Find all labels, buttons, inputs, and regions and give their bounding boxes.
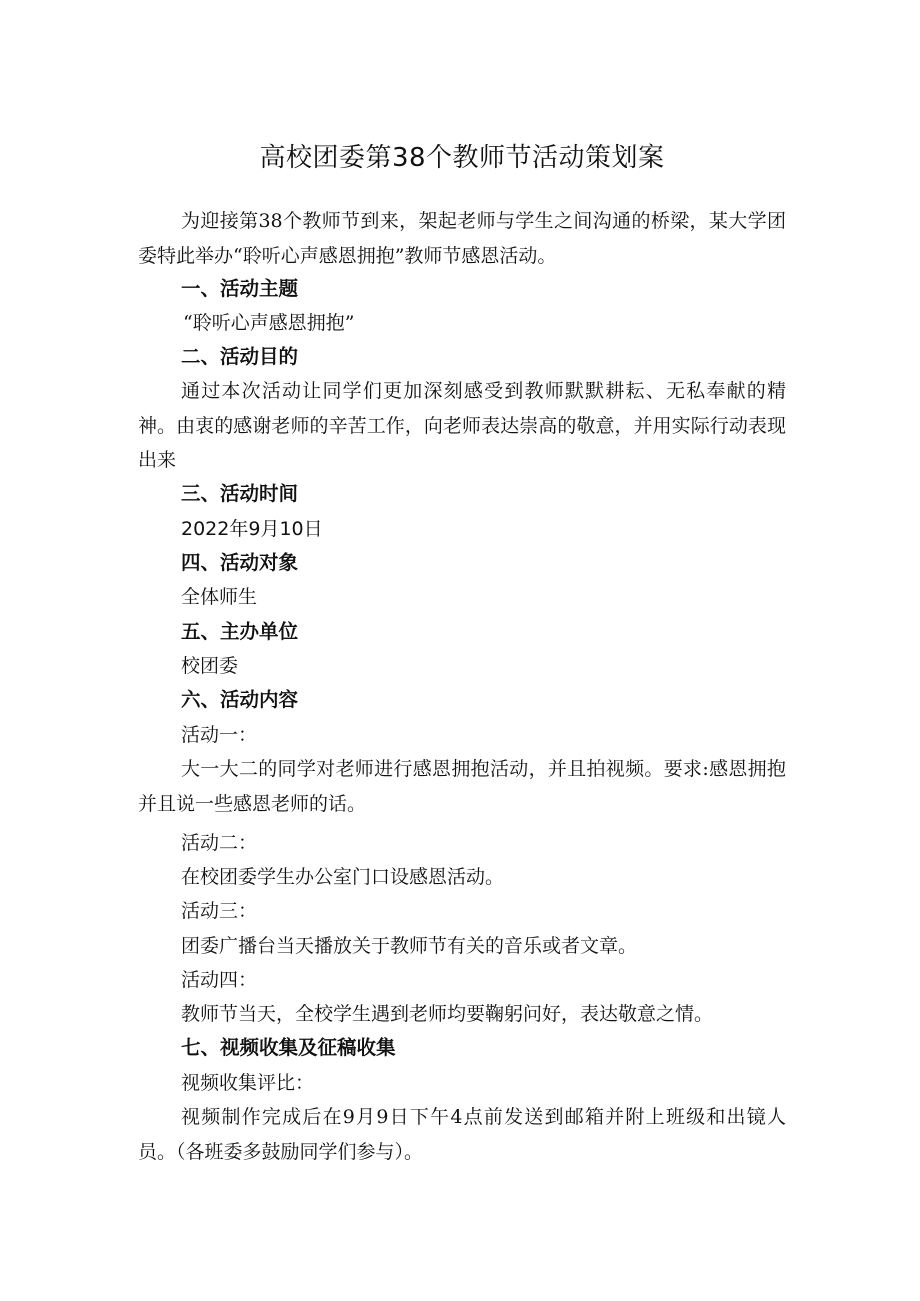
section-purpose-heading: 二、活动目的 [181,345,299,368]
section-audience-heading: 四、活动对象 [181,551,299,574]
section-collection-heading: 七、视频收集及征稿收集 [181,1036,396,1059]
activity4-text: 教师节当天，全校学生遇到老师均要鞠躬问好，表达敬意之情。 [181,1003,714,1025]
collection-sub-label: 视频收集评比： [181,1072,315,1094]
activity1-label: 活动一： [181,724,258,746]
activity3-label: 活动三： [181,900,258,922]
section-theme-heading: 一、活动主题 [181,277,299,300]
intro-paragraph: 为迎接第38个教师节到来，架起老师与学生之间沟通的桥梁，某大学团委特此举办“聆听心声感恩拥抱”教师节感恩活动。 [138,210,786,267]
section-purpose-text: 通过本次活动让同学们更加深刻感受到教师默默耕耘、无私奉献的精神。由衷的感谢老师的辛苦工作，向老师表达崇高的敬意，并用实际行动表现出来 [138,380,786,471]
section-theme-text: “聆听心声感恩拥抱” [183,312,355,334]
activity1-text: 大一大二的同学对老师进行感恩拥抱活动，并且拍视频。要求:感恩拥抱并且说一些感恩老师的话。 [138,758,786,815]
activity2-text: 在校团委学生办公室门口设感恩活动。 [181,866,505,888]
section-content-heading: 六、活动内容 [181,688,299,711]
section-organizer-text: 校团委 [181,655,239,677]
activity2-label: 活动二： [181,832,258,854]
section-time-text: 2022年9月10日 [181,518,323,540]
activity3-text: 团委广播台当天播放关于教师节有关的音乐或者文章。 [181,935,638,957]
document-title: 高校团委第38个教师节活动策划案 [259,143,665,173]
section-organizer-heading: 五、主办单位 [181,620,299,643]
collection-text: 视频制作完成后在9月9日下午4点前发送到邮箱并附上班级和出镜人员。（各班委多鼓励同学们参与）。 [138,1106,786,1163]
section-audience-text: 全体师生 [181,586,258,608]
section-time-heading: 三、活动时间 [181,482,299,505]
activity4-label: 活动四： [181,969,258,991]
